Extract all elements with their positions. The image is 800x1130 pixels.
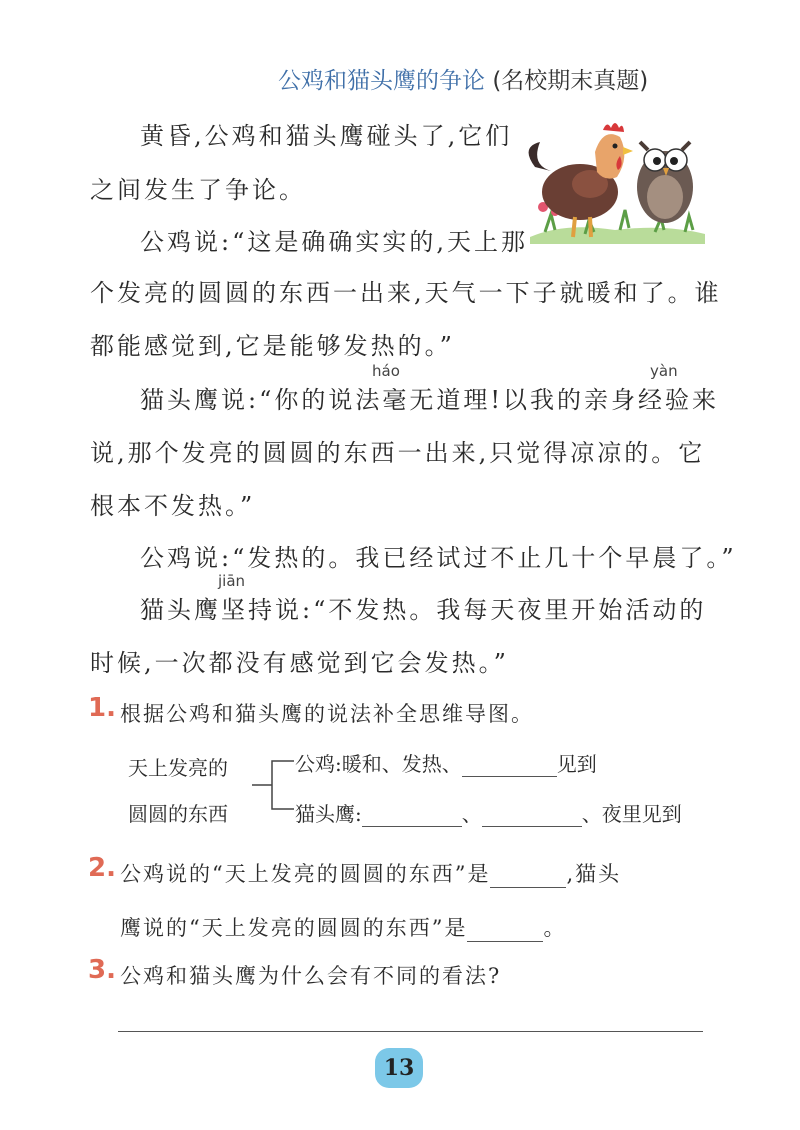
story-line: 之间发生了争论。 bbox=[90, 176, 306, 204]
story-line: 说,那个发亮的圆圆的东西一出来,只觉得凉凉的。它 bbox=[90, 439, 706, 467]
pinyin-hao: háo bbox=[372, 362, 400, 380]
answer-line[interactable] bbox=[118, 1031, 703, 1032]
story-line: 猫头鹰说:“你的说法毫无道理!以我的亲身经验来 bbox=[140, 386, 719, 414]
question-text bbox=[120, 912, 566, 942]
story-line: 公鸡说:“这是确确实实的,天上那 bbox=[140, 228, 528, 256]
mindmap-branch-owl bbox=[295, 798, 682, 827]
story-line: 都能感觉到,它是能够发热的。” bbox=[90, 332, 455, 360]
answer-blank[interactable] bbox=[362, 804, 462, 827]
mindmap-branch-rooster bbox=[295, 748, 597, 777]
question-text-part: 鹰说的“天上发亮的圆圆的东西”是 bbox=[120, 916, 468, 940]
question-text: 公鸡和猫头鹰为什么会有不同的看法? bbox=[120, 964, 502, 988]
rooster-owl-illustration bbox=[525, 112, 710, 247]
answer-blank[interactable] bbox=[462, 754, 557, 777]
answer-blank[interactable] bbox=[482, 804, 582, 827]
grass-patch bbox=[530, 227, 705, 244]
answer-blank[interactable] bbox=[490, 865, 566, 888]
title-tag: (名校期末真题) bbox=[492, 68, 649, 94]
branch-end: 见到 bbox=[556, 752, 597, 776]
question-number: 1. bbox=[88, 693, 116, 723]
question-text: 根据公鸡和猫头鹰的说法补全思维导图。 bbox=[120, 702, 534, 726]
owl-icon bbox=[637, 142, 693, 223]
story-line: 猫头鹰坚持说:“不发热。我每天夜里开始活动的 bbox=[140, 596, 707, 624]
question-text bbox=[120, 858, 621, 888]
pinyin-jian: jiān bbox=[218, 572, 246, 590]
page-title bbox=[278, 62, 648, 95]
question-number: 3. bbox=[88, 955, 116, 985]
question-number: 2. bbox=[88, 853, 116, 883]
branch-sep: 、 bbox=[461, 802, 482, 826]
question-text-part: 公鸡说的“天上发亮的圆圆的东西”是 bbox=[120, 862, 491, 886]
page-number-badge: 13 bbox=[375, 1048, 423, 1088]
pinyin-yan: yàn bbox=[650, 362, 678, 380]
question-text-part: 。 bbox=[543, 916, 567, 940]
mindmap-root: 圆圆的东西 bbox=[128, 802, 228, 826]
story-line: 个发亮的圆圆的东西一出来,天气一下子就暖和了。谁 bbox=[90, 279, 722, 307]
title-text: 公鸡和猫头鹰的争论 bbox=[278, 68, 485, 94]
story-line: 公鸡说:“发热的。我已经试过不止几十个早晨了。” bbox=[140, 544, 737, 572]
question-text-part: ,猫头 bbox=[566, 862, 622, 886]
branch-label: 公鸡:暖和、发热、 bbox=[295, 752, 462, 776]
branch-label: 猫头鹰: bbox=[295, 802, 362, 826]
story-line: 黄昏,公鸡和猫头鹰碰头了,它们 bbox=[140, 122, 513, 150]
mindmap-bracket bbox=[250, 755, 295, 815]
story-line: 根本不发热。” bbox=[90, 492, 256, 520]
answer-blank[interactable] bbox=[467, 919, 543, 942]
branch-end: 、夜里见到 bbox=[581, 802, 682, 826]
rooster-icon bbox=[529, 123, 633, 237]
story-line: 时候,一次都没有感觉到它会发热。” bbox=[90, 649, 509, 677]
mindmap-root: 天上发亮的 bbox=[128, 756, 228, 780]
